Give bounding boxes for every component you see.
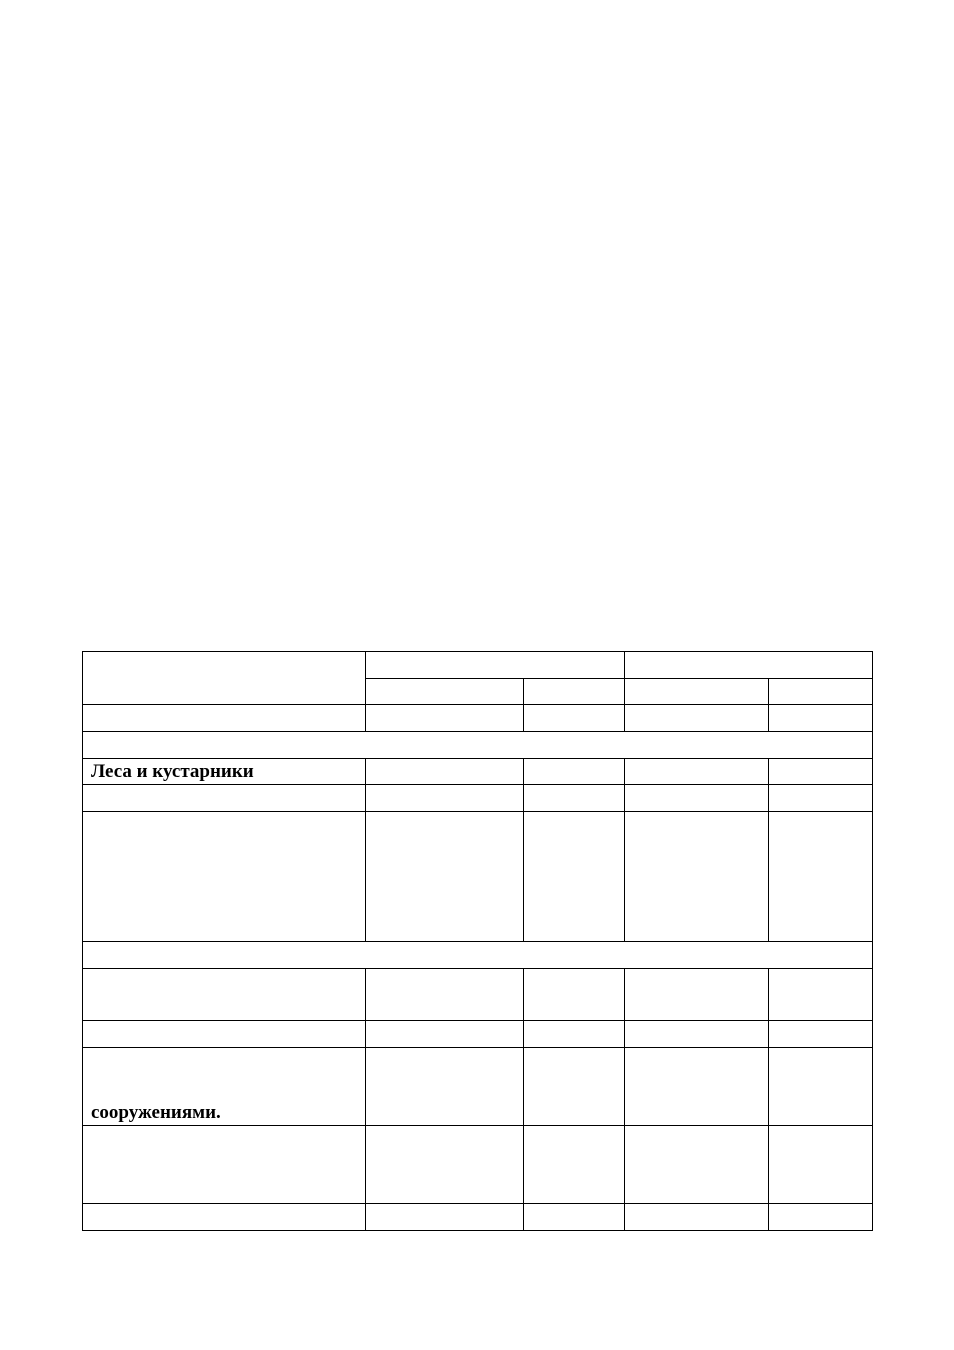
table-row: [83, 705, 873, 732]
table-cell: [366, 969, 524, 1021]
table-row: [83, 1204, 873, 1231]
table-subheader-cell: [769, 679, 873, 705]
table-cell: [524, 1021, 625, 1048]
table-cell: [769, 1204, 873, 1231]
table-subheader-cell: [366, 679, 524, 705]
table-header-row: [83, 652, 873, 679]
section-label: [83, 732, 873, 759]
table-cell: [769, 1126, 873, 1204]
table-row: [83, 1126, 873, 1204]
table-row: [83, 812, 873, 942]
table-cell: [524, 969, 625, 1021]
row-label: [83, 1021, 366, 1048]
table-cell: [366, 812, 524, 942]
table-row: [83, 785, 873, 812]
table-cell: [625, 705, 769, 732]
table-cell: [366, 785, 524, 812]
table-cell: [769, 969, 873, 1021]
table-cell: [625, 969, 769, 1021]
table-cell: [524, 1048, 625, 1126]
row-label: [83, 785, 366, 812]
row-label: [83, 1126, 366, 1204]
row-label-structures: сооружениями.: [83, 1048, 366, 1126]
table-cell: [625, 812, 769, 942]
table-cell: [524, 1126, 625, 1204]
table-cell: [625, 1021, 769, 1048]
table-row: [83, 969, 873, 1021]
table-cell: [366, 1204, 524, 1231]
table-cell: [769, 1021, 873, 1048]
table-cell: [366, 1021, 524, 1048]
table-cell: [769, 705, 873, 732]
table-cell: [366, 705, 524, 732]
row-label: [83, 812, 366, 942]
row-label: [83, 969, 366, 1021]
table-cell: [625, 785, 769, 812]
section-label: [83, 942, 873, 969]
row-label: [83, 1204, 366, 1231]
table-cell: [769, 1048, 873, 1126]
table-cell: [524, 759, 625, 785]
table-cell: [769, 785, 873, 812]
table-cell: [524, 705, 625, 732]
table-cell: [625, 1126, 769, 1204]
table-cell: [524, 812, 625, 942]
table-row: [83, 759, 873, 785]
table-subheader-cell: [625, 679, 769, 705]
table-header-cell: [366, 652, 625, 679]
table-subheader-cell: [524, 679, 625, 705]
table-header-cell: [83, 652, 366, 705]
table-row: [83, 1048, 873, 1126]
table-cell: [625, 1204, 769, 1231]
table-cell: [625, 1048, 769, 1126]
table-cell: [769, 812, 873, 942]
table-cell: [366, 1126, 524, 1204]
table-cell: [769, 759, 873, 785]
table-section-row: [83, 732, 873, 759]
row-label-forests: Леса и кустарники: [83, 759, 366, 785]
table-header-cell: [625, 652, 873, 679]
table-cell: [625, 759, 769, 785]
table-cell: [366, 759, 524, 785]
table-cell: [366, 1048, 524, 1126]
table-cell: [524, 785, 625, 812]
row-label: [83, 705, 366, 732]
table-cell: [524, 1204, 625, 1231]
table-row: [83, 1021, 873, 1048]
table-section-row: [83, 942, 873, 969]
land-table: [82, 651, 873, 1231]
